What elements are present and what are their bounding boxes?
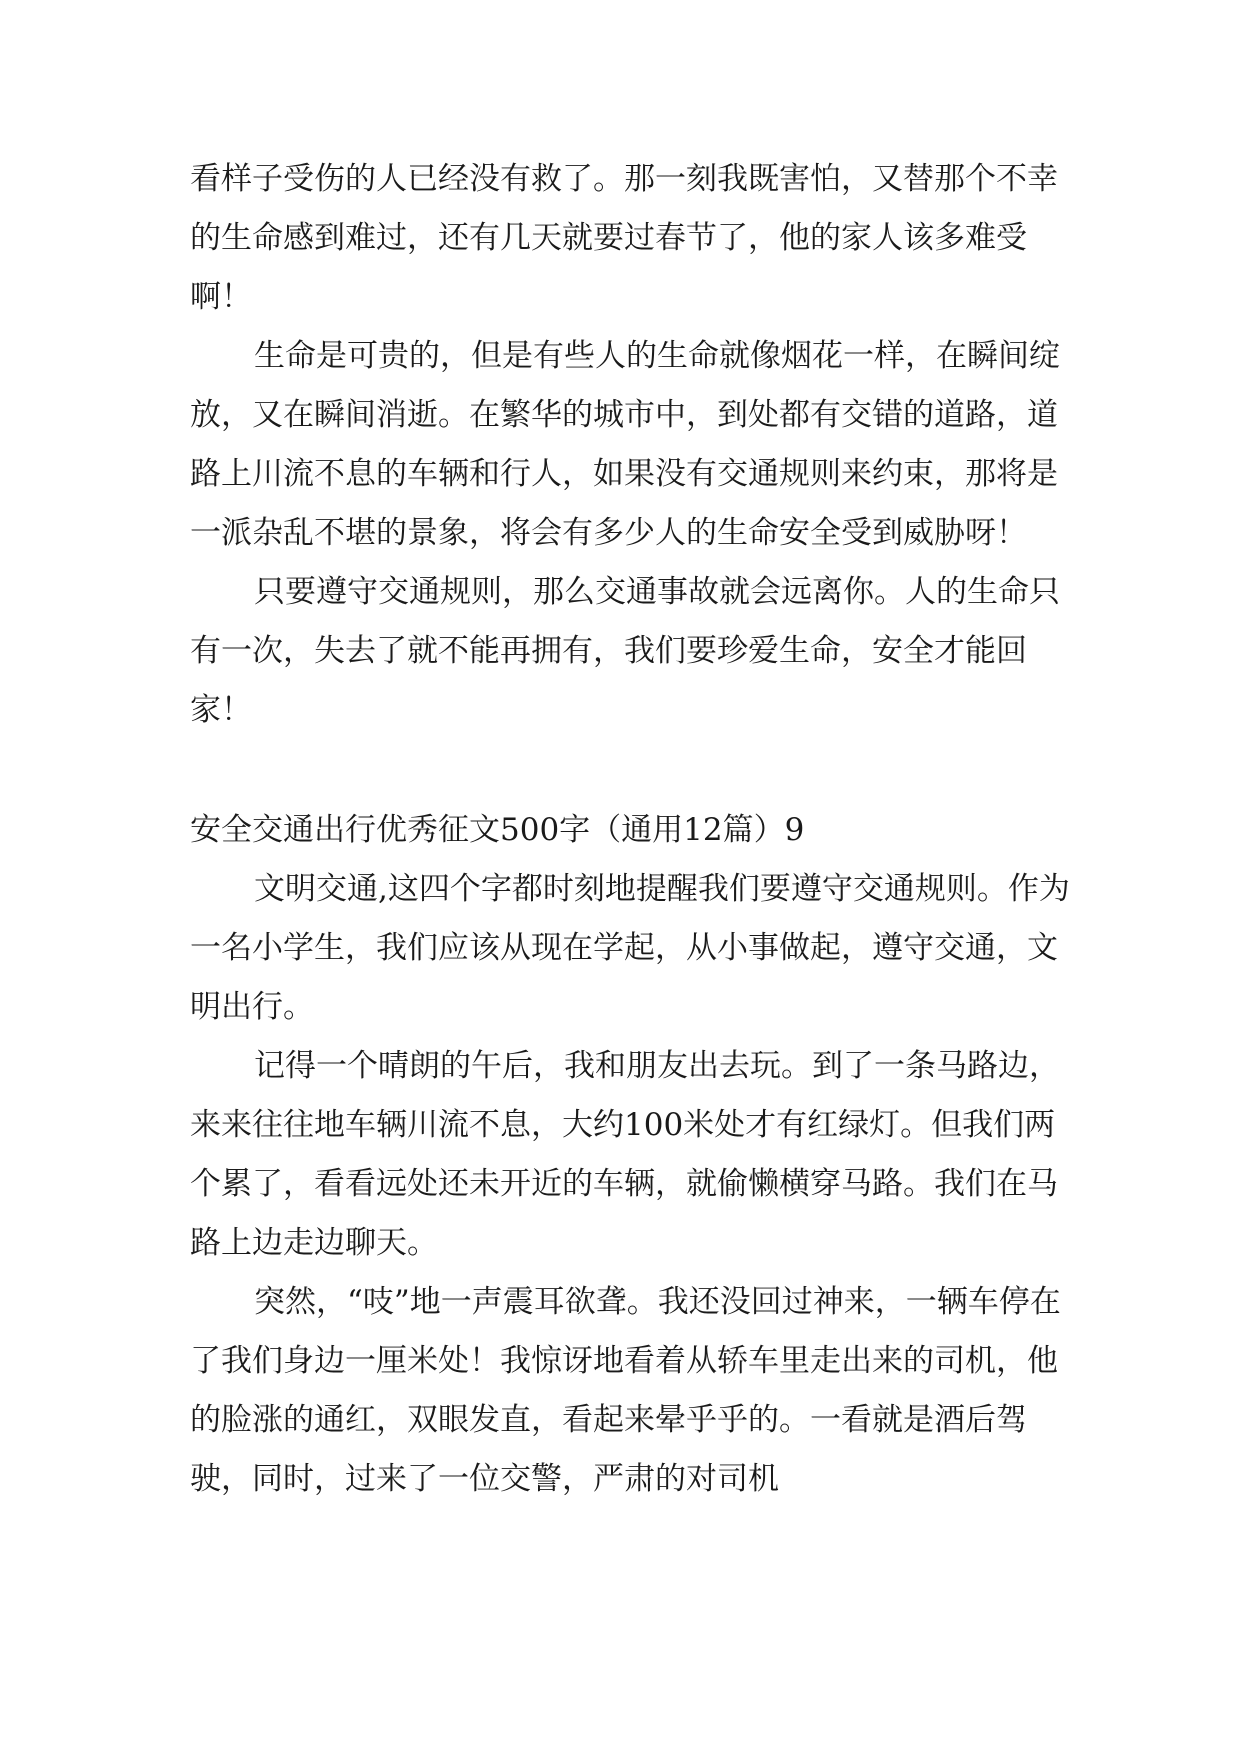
paragraph: 生命是可贵的，但是有些人的生命就像烟花一样，在瞬间绽放，又在瞬间消逝。在繁华的城市中，到处都有交错的道路，道路上川流不息的车辆和行人，如果没有交通规则来约束，那将是一派杂乱不堪的景象，将会有多少人的生命安全受到威胁呀！ (190, 338, 1060, 551)
paragraph: 突然，“吱”地一声震耳欲聋。我还没回过神来，一辆车停在了我们身边一厘米处！我惊讶地看着从轿车里走出来的司机，他的脸涨的通红，双眼发直，看起来晕乎乎的。一看就是酒后驾驶，同时，过来了一位交警，严肃的对司机 (190, 1284, 1061, 1497)
paragraph: 记得一个晴朗的午后，我和朋友出去玩。到了一条马路边，来来往往地车辆川流不息，大约100米处才有红绿灯。但我们两个累了，看看远处还未开近的车辆，就偷懒横穿马路。我们在马路上边走边聊天。 (190, 1048, 1060, 1261)
document-page (190, 150, 1070, 1509)
paragraph: 只要遵守交通规则，那么交通事故就会远离你。人的生命只有一次，失去了就不能再拥有，我们要珍爱生命，安全才能回家！ (190, 574, 1060, 728)
paragraph: 文明交通,这四个字都时刻地提醒我们要遵守交通规则。作为一名小学生，我们应该从现在学起，从小事做起，遵守交通，文明出行。 (190, 871, 1070, 1025)
paragraph-continued: 看样子受伤的人已经没有救了。那一刻我既害怕，又替那个不幸的生命感到难过，还有几天就要过春节了，他的家人该多难受啊！ (190, 161, 1058, 315)
section-heading: 安全交通出行优秀征文500字（通用12篇）9 (190, 812, 805, 848)
